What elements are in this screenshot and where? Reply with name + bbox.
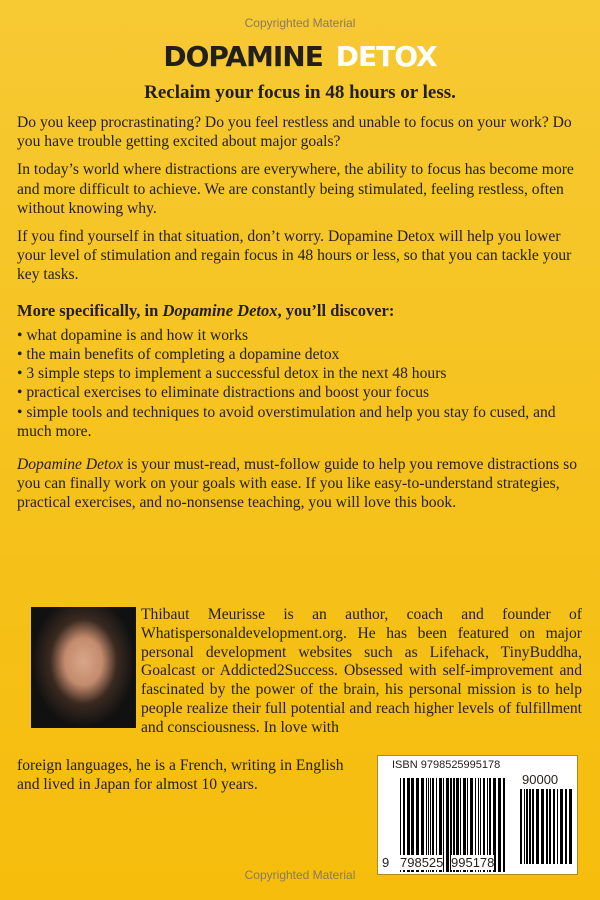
barcode-bar [524, 789, 525, 864]
barcode-bar [560, 789, 563, 864]
barcode-bar [569, 789, 572, 864]
barcode-bar [498, 778, 501, 872]
barcode-bar [557, 789, 558, 864]
discover-heading: More specifically, in Dopamine Detox, you’ll discover: [17, 300, 395, 320]
barcode-group1: 798525 [400, 855, 444, 870]
barcode-digit: 9 [382, 855, 390, 870]
barcode [377, 755, 578, 875]
book-title [0, 30, 600, 76]
barcode-bar [549, 789, 551, 864]
list-item: • 3 simple steps to implement a successful detox in the next 48 hours [17, 364, 583, 383]
barcode-bar [565, 789, 567, 864]
barcode-bar [446, 778, 449, 872]
title-part2: detox [335, 30, 437, 76]
author-photo [31, 607, 136, 728]
closing-paragraph: Dopamine Detox is your must-read, must-follow guide to help you remove distractions so you can finally work on your goals with ease. If you like easy-to-understand strategies, practical exercises, and no-nonsense teaching, you will love this book. [17, 456, 577, 512]
barcode-bar [520, 789, 522, 864]
barcode-bar [503, 778, 505, 872]
barcode-bar [541, 789, 544, 864]
subtitle: Reclaim your focus in 48 hours or less. [144, 82, 456, 103]
watermark-top: Copyrighted Material [244, 16, 356, 30]
price-code: 90000 [522, 772, 559, 787]
list-item: • what dopamine is and how it works [17, 326, 583, 345]
list-item: • the main benefits of completing a dopamine detox [17, 345, 583, 364]
watermark-bottom: Copyrighted Material [244, 868, 356, 882]
barcode-bar [546, 789, 548, 864]
author-bio-end: foreign languages, he is a French, writing in English and lived in Japan for almost 10 years. [17, 757, 344, 793]
barcode-bar [532, 789, 534, 864]
list-item: • practical exercises to eliminate distractions and boost your focus [17, 383, 583, 402]
paragraph: If you find yourself in that situation, don’t worry. Dopamine Detox will help you lower your level of stimulation and regain focus in 48 hours or less, so that you can tackle your key tasks. [17, 228, 572, 284]
title-part1: dopamine [163, 30, 323, 76]
barcode-bar [529, 789, 531, 864]
list-item: • simple tools and techniques to avoid overstimulation and help you stay fo cused, and much more. [17, 403, 583, 441]
barcode-bar [536, 789, 539, 864]
paragraph: Do you keep procrastinating? Do you feel restless and unable to focus on your work? Do you have trouble getting excited about major goals? [17, 114, 572, 151]
author-bio: Thibaut Meurisse is an author, coach and founder of Whatispersonaldevelopment.org. He has been featured on major personal development websites such as Lifehack, TinyBuddha, Goalcast or Addicted2Success. Obsessed with self-improvement and fascinated by the power of the brain, his personal mission is to help people realize their full potential and reach higher levels of fulfillment and consciousness. In love with [141, 606, 582, 736]
isbn-label: ISBN 9798525995178 [392, 759, 501, 771]
barcode-bar [553, 789, 555, 864]
description [17, 113, 583, 522]
bullet-list [17, 326, 583, 441]
barcode-bar [526, 789, 528, 864]
paragraph: In today’s world where distractions are everywhere, the ability to focus has become more and more difficult to achieve. We are constantly being stimulated, feeling restless, often without knowing why. [17, 161, 574, 217]
barcode-group2: 995178 [451, 855, 495, 870]
